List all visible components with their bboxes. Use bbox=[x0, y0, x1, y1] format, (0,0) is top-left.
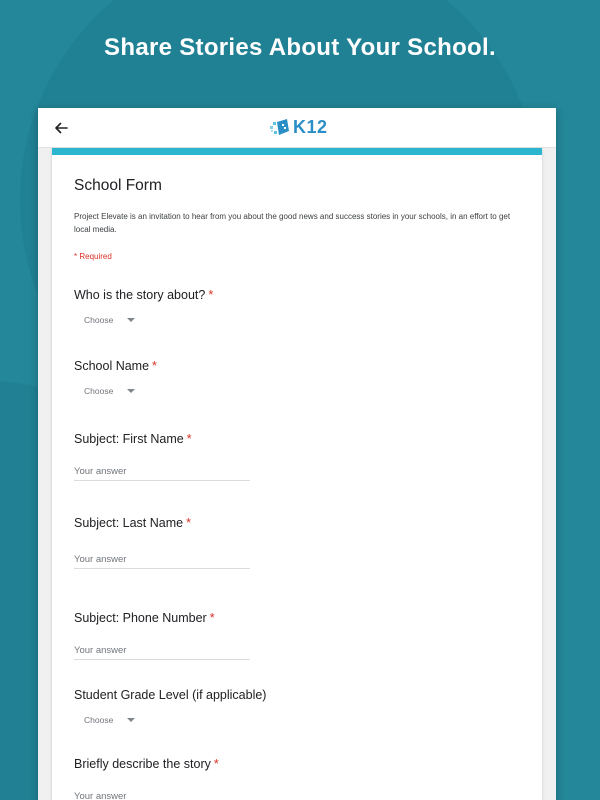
last-name-input[interactable]: Your answer bbox=[74, 554, 250, 569]
required-star: * bbox=[152, 359, 157, 373]
required-note: * Required bbox=[74, 252, 112, 261]
story-about-dropdown[interactable] bbox=[84, 315, 154, 325]
phone-number-input[interactable]: Your answer bbox=[74, 645, 250, 660]
required-star: * bbox=[208, 288, 214, 302]
k12-logo-icon bbox=[270, 119, 290, 137]
caret-down-icon bbox=[127, 389, 135, 393]
required-star: * bbox=[186, 432, 192, 446]
dropdown-value: Choose bbox=[84, 315, 114, 325]
question-grade-level bbox=[74, 688, 520, 725]
question-last-name bbox=[74, 516, 520, 569]
required-star: * bbox=[186, 516, 191, 530]
required-star: * bbox=[213, 757, 219, 771]
question-school-name bbox=[74, 359, 520, 396]
school-name-dropdown[interactable] bbox=[84, 386, 154, 396]
question-label: Subject: Last Name bbox=[74, 516, 184, 530]
question-label: Subject: First Name bbox=[74, 432, 184, 446]
question-label: Briefly describe the story bbox=[74, 757, 211, 771]
question-phone-number bbox=[74, 611, 520, 660]
logo-text: K12 bbox=[293, 117, 328, 137]
describe-story-input[interactable]: Your answer bbox=[74, 791, 250, 800]
question-label: Subject: Phone Number bbox=[74, 611, 207, 625]
app-window bbox=[38, 108, 556, 800]
k12-logo bbox=[270, 117, 328, 138]
form-title: School Form bbox=[74, 177, 162, 194]
dropdown-value: Choose bbox=[84, 386, 114, 396]
form-description: Project Elevate is an invitation to hear from you about the good news and success stories in your schools, in an effort to get local media. bbox=[74, 212, 511, 234]
back-button[interactable] bbox=[50, 117, 72, 139]
question-first-name bbox=[74, 432, 520, 481]
question-story-about bbox=[74, 288, 520, 325]
form-card bbox=[52, 148, 542, 800]
grade-level-dropdown[interactable] bbox=[84, 715, 154, 725]
app-bar bbox=[38, 108, 556, 148]
page-headline: Share Stories About Your School. bbox=[104, 34, 496, 61]
required-star: * bbox=[209, 611, 215, 625]
dropdown-value: Choose bbox=[84, 715, 114, 725]
caret-down-icon bbox=[127, 718, 135, 722]
question-label: School Name bbox=[74, 359, 150, 373]
first-name-input[interactable]: Your answer bbox=[74, 466, 250, 481]
question-label: Student Grade Level (if applicable) bbox=[74, 688, 267, 702]
question-label: Who is the story about? bbox=[74, 288, 206, 302]
arrow-left-icon bbox=[54, 121, 68, 135]
question-describe-story bbox=[74, 757, 520, 800]
caret-down-icon bbox=[127, 318, 135, 322]
